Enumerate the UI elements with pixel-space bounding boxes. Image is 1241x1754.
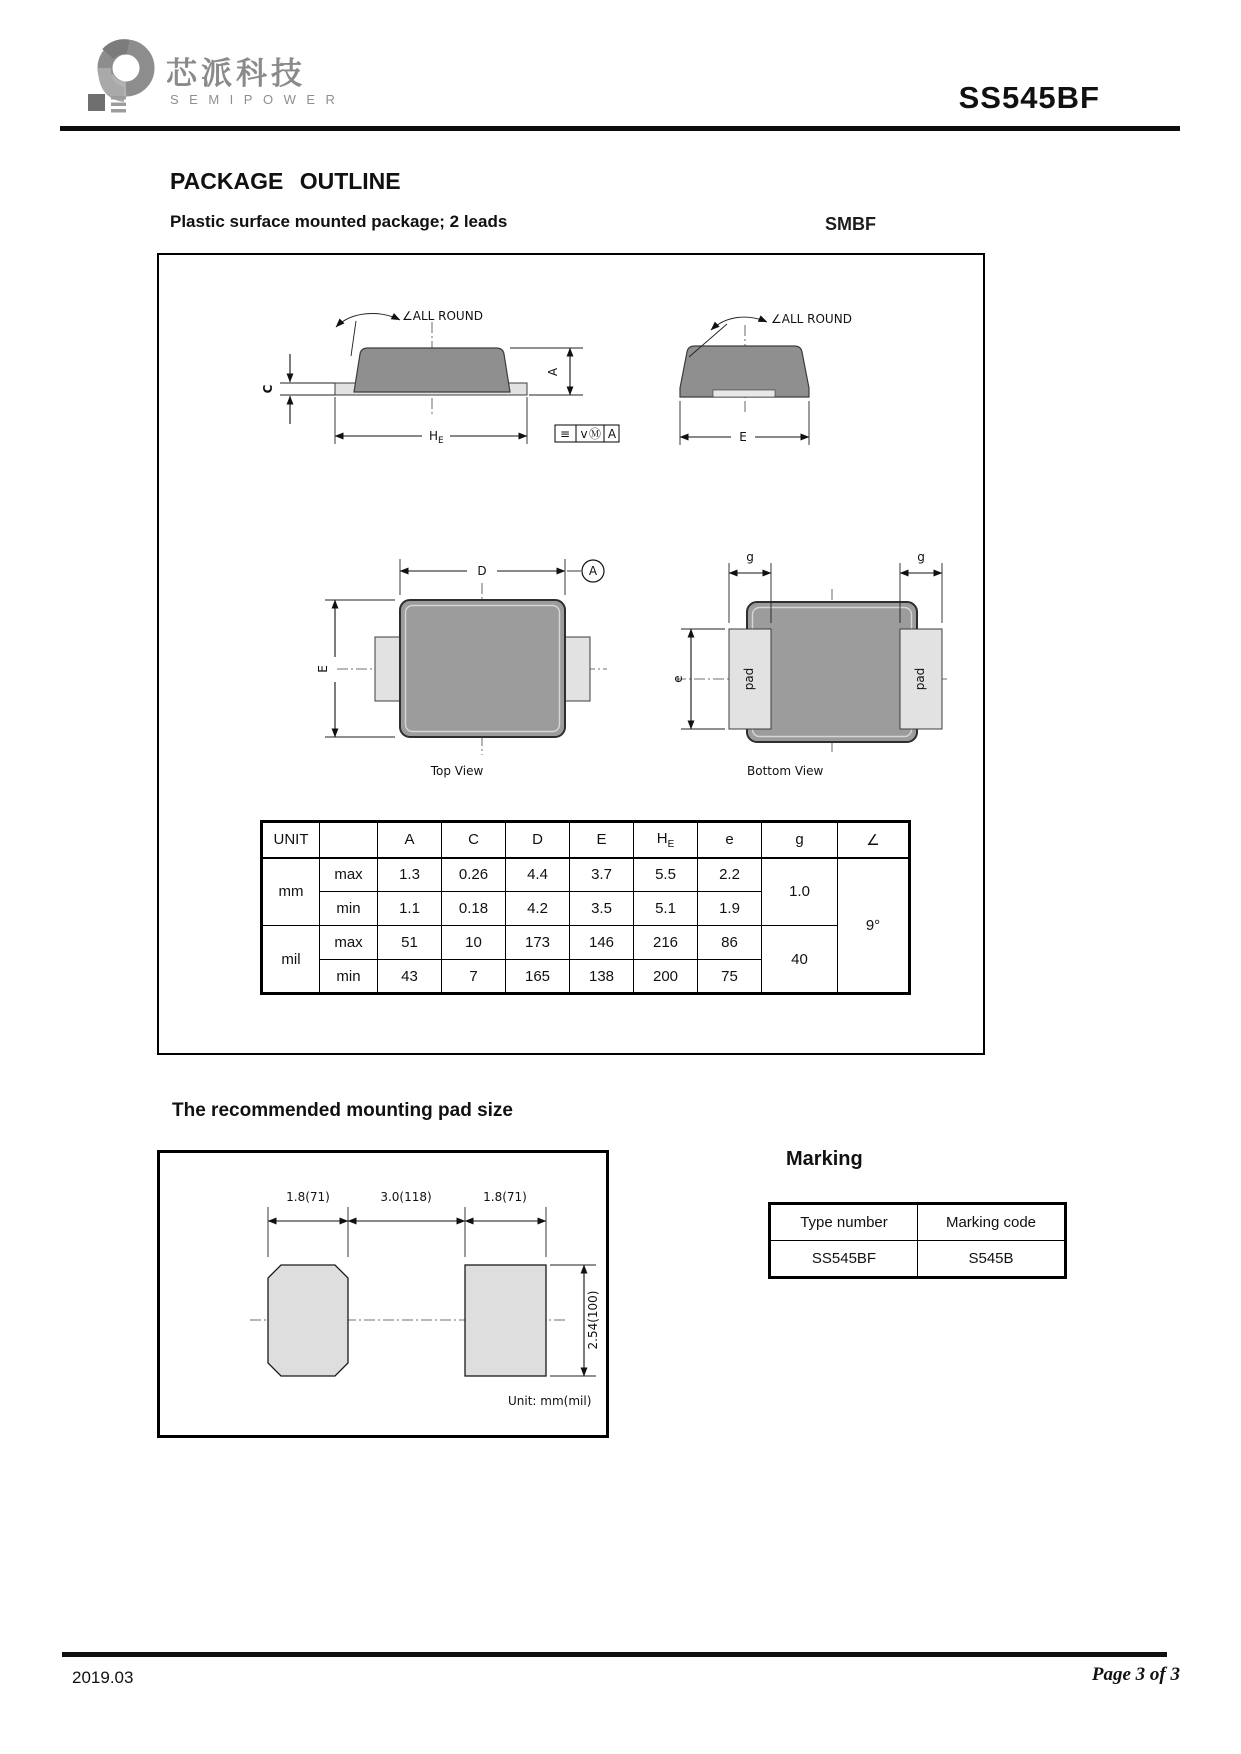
dim-c: [261, 354, 335, 424]
svg-text:pad: pad: [742, 667, 756, 691]
dim-he-label: $H_E$: [429, 429, 444, 446]
logo-english-name: SEMIPOWER: [170, 92, 346, 107]
svg-text:v: v: [580, 427, 588, 441]
package-body: [680, 346, 809, 397]
page-subtitle: Plastic surface mounted package; 2 leads: [170, 212, 508, 231]
footer-page-number: Page 3 of 3: [1091, 1664, 1180, 1685]
pad-section-title: The recommended mounting pad size: [172, 1100, 513, 1121]
package-code: SMBF: [825, 214, 876, 234]
table-row-mm-max: mm max 1.3 0.26 4.4 3.7 5.5 2.2 1.0 9°: [262, 858, 910, 892]
package-outline-box: [157, 253, 985, 1055]
right-terminal: [564, 637, 590, 701]
all-round-label: ∠ALL ROUND: [402, 309, 483, 323]
dim-g-label: g: [746, 550, 754, 564]
dim-a-label: A: [546, 367, 560, 377]
bottom-view-drawing: [647, 497, 957, 787]
semipower-logo: [84, 38, 162, 118]
logo-square: [88, 94, 105, 111]
table-row-mil-min: min 43 7 165 138 200 75: [262, 960, 910, 994]
package-body: [354, 348, 510, 392]
left-pad: [729, 629, 771, 729]
svg-text:pad: pad: [913, 667, 927, 691]
datum-frame: [555, 425, 619, 442]
dimension-table: [260, 820, 911, 995]
svg-text:Ⓜ: Ⓜ: [588, 427, 602, 441]
footer-rule: [62, 1652, 1167, 1657]
logo-chinese-name: 芯派科技: [166, 56, 306, 91]
dim-e-label: E: [739, 430, 747, 444]
datum-a-label: A: [588, 564, 598, 578]
package-body: [400, 600, 565, 737]
unit-note: Unit: mm(mil): [508, 1394, 592, 1408]
all-round-label: ∠ALL ROUND: [771, 312, 852, 326]
mounting-pad-drawing: [160, 1153, 606, 1435]
left-pad: [268, 1265, 348, 1376]
svg-text:A: A: [607, 427, 617, 441]
marking-title: Marking: [786, 1148, 863, 1170]
dimension-table-header: UNIT A C D E $H_E$ e g ∠: [262, 822, 910, 858]
dim-e-label: e: [671, 675, 685, 683]
horizontal-dimensions: [268, 1190, 546, 1257]
right-pad: [900, 629, 942, 729]
marking-table: [768, 1202, 1067, 1279]
table-row-mil-max: mil max 51 10 173 146 216 86 40: [262, 926, 910, 960]
dim-c-label: C: [261, 384, 275, 394]
table-row-mm-min: min 1.1 0.18 4.2 3.5 5.1 1.9: [262, 892, 910, 926]
top-view-drawing: [285, 497, 615, 787]
left-terminal: [375, 637, 401, 701]
type-number-value: SS545BF: [770, 1241, 918, 1278]
marking-code-value: S545B: [918, 1241, 1066, 1278]
pad-width-right: 1.8(71): [483, 1190, 527, 1204]
dim-g-label: g: [917, 550, 925, 564]
marking-table-row: [770, 1241, 1066, 1278]
pad-height: 2.54(100): [586, 1290, 600, 1350]
dim-he: [335, 397, 527, 446]
dim-e: [680, 401, 809, 445]
mounting-pad-box: [157, 1150, 609, 1438]
logo-ring-dark: [108, 47, 128, 54]
svg-text:≡: ≡: [559, 427, 571, 441]
marking-table-header: Type number Marking code: [770, 1204, 1066, 1241]
vertical-dimension: [550, 1265, 600, 1376]
dim-e-label: E: [316, 665, 330, 673]
top-view-caption: Top View: [430, 764, 484, 778]
bottom-pad: [713, 390, 775, 397]
dim-d-label: D: [477, 564, 487, 578]
header-rule: [60, 126, 1180, 131]
dim-d: [400, 559, 604, 595]
front-view-drawing: [252, 294, 642, 452]
pad-gap: 3.0(118): [380, 1190, 432, 1204]
footer-date: 2019.03: [72, 1668, 134, 1687]
part-number: SS545BF: [958, 80, 1100, 115]
side-view-drawing: [655, 299, 945, 449]
pad-width-left: 1.8(71): [286, 1190, 330, 1204]
bottom-view-caption: Bottom View: [747, 764, 824, 778]
page-title: PACKAGE OUTLINE: [170, 168, 401, 194]
package-body: [747, 602, 917, 742]
right-pad: [465, 1265, 546, 1376]
